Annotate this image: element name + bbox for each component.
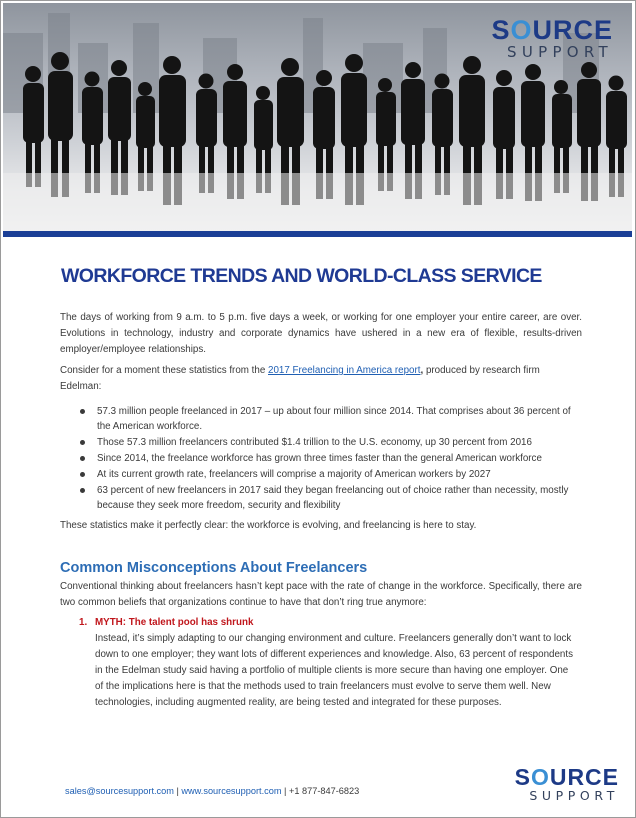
logo-wordmark <box>473 17 613 44</box>
logo-letter: S <box>514 764 531 790</box>
logo-wordmark <box>501 766 619 789</box>
logo-letter-o: O <box>530 764 550 790</box>
footer-separator: | <box>173 786 182 796</box>
logo-letter-o: O <box>510 15 533 45</box>
website-link[interactable]: www.sourcesupport.com <box>181 786 282 796</box>
myth-number: 1. <box>79 617 88 628</box>
consider-text-before: Consider for a moment these statistics from the <box>60 365 268 376</box>
section-intro-paragraph: Conventional thinking about freelancers hasn’t kept pace with the rate of change in the workforce. Specifically, there are two common beliefs that organizations continue to have that don’t ring true anymore: <box>60 581 582 608</box>
logo-source-support-top <box>473 17 613 60</box>
consider-comma: , <box>420 365 424 376</box>
logo-subword: SUPPORT <box>507 43 613 61</box>
phone-number: +1 877-847-6823 <box>289 786 360 796</box>
myths-list <box>79 615 579 711</box>
consider-text-after: produced by research firm Edelman: <box>60 365 540 392</box>
footer-separator: | <box>281 786 289 796</box>
intro-paragraph: The days of working from 9 a.m. to 5 p.m. five days a week, or working for one employer your entire career, are over. Evolutions in technology, industry and corporate dynamics have ushered in a new era of flexible, results-driven employer/employee relationships. <box>60 312 582 355</box>
footer-contact <box>65 786 359 796</box>
list-item: Since 2014, the freelance workforce has grown three times faster than the general American workforce <box>79 451 579 466</box>
conclusion-paragraph: These statistics make it perfectly clear: the workforce is evolving, and freelancing is here to stay. <box>60 520 477 531</box>
section-heading: Common Misconceptions About Freelancers <box>60 560 368 576</box>
logo-letters: URCE <box>532 15 613 45</box>
list-item: 63 percent of new freelancers in 2017 said they began freelancing out of choice rather than necessity, mostly because they seek more freedom, security and flexibility <box>79 483 579 513</box>
logo-source-support-bottom <box>501 766 619 803</box>
list-item: Those 57.3 million freelancers contributed $1.4 trillion to the U.S. economy, up 30 percent from 2016 <box>79 435 579 450</box>
list-item: At its current growth rate, freelancers will comprise a majority of American workers by 2027 <box>79 467 579 482</box>
myth-body: Instead, it’s simply adapting to our changing environment and culture. Freelancers generally don’t want to lock down to one employer; they want lots of different experiences and knowledge. Also, 63 percent of respondents in the Edelman study said having a portfolio of multiple clients is more secure than having one employer. One of the implications here is that the methods used to train freelancers must evolve to serve them well. New technologies, including augmented reality, are being tested and integrated for these purposes. <box>95 633 573 708</box>
list-item: 57.3 million people freelanced in 2017 – up about four million since 2014. That comprises about 36 percent of the American workforce. <box>79 404 579 434</box>
consider-paragraph <box>60 363 582 395</box>
page-title: WORKFORCE TRENDS AND WORLD-CLASS SERVICE <box>61 265 542 287</box>
logo-letter: S <box>491 15 511 45</box>
myth-item <box>79 615 579 711</box>
logo-letters: URCE <box>549 764 619 790</box>
hero-image <box>3 3 632 231</box>
statistics-list <box>79 404 579 514</box>
logo-subword: SUPPORT <box>529 788 619 803</box>
header-divider-bar <box>3 231 632 237</box>
freelancing-report-link[interactable]: 2017 Freelancing in America report <box>268 365 421 376</box>
email-link[interactable]: sales@sourcesupport.com <box>65 786 174 796</box>
myth-title: MYTH: The talent pool has shrunk <box>95 617 254 628</box>
